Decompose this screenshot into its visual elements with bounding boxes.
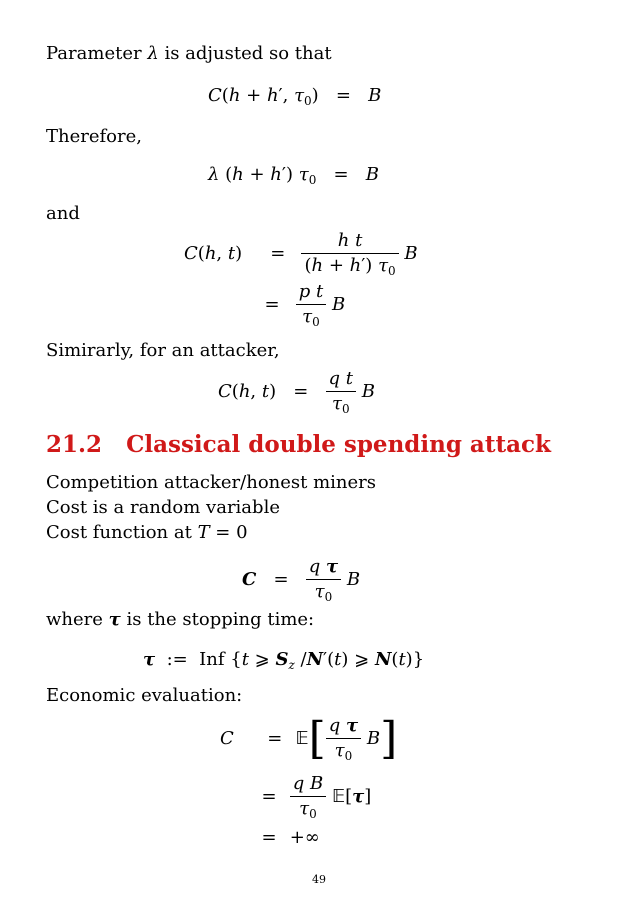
equation-3a: C(h, t) = $\frac{\text{h t}}{(h + h') \tau_0}$ B [184, 230, 418, 278]
equation-7b: = $\frac{\text{q B}}{\tau_0}$ 𝔼[τ] [261, 773, 372, 821]
equation-7a: C = 𝔼[ $\frac{\text{q τ}}{\tau_0}$ B] [220, 713, 398, 764]
and-line: and [46, 203, 80, 224]
equation-2: λ (h + h′) $\tau_0 = B$ [208, 164, 379, 187]
similarly-line: Simirarly, for an attacker, [46, 340, 280, 361]
cost-fn-line: Cost function at T = 0 [46, 522, 248, 543]
equation-1: C(h + h′, $\tau_0) = B$ [208, 85, 382, 108]
equation-4: C(h, t) = $\frac{\text{q t}}{\tau_0}$ B [218, 368, 375, 416]
page-number: 49 [312, 873, 326, 886]
section-number: 21.2 [46, 431, 103, 458]
equation-3b: = $\frac{\text{p t}}{\tau_0}$ B [264, 281, 346, 329]
where-line: where τ is the stopping time: [46, 609, 315, 630]
equation-5: C = $\frac{\text{q τ}}{\tau_0}$ B [242, 556, 361, 604]
economic-line: Economic evaluation: [46, 685, 243, 706]
therefore-line: Therefore, [46, 126, 142, 147]
section-title: Classical double spending attack [126, 431, 551, 458]
cost-rv-line: Cost is a random variable [46, 497, 280, 518]
intro-line: Parameter λ is adjusted so that [46, 43, 332, 64]
equation-6: τ := Inf {t ⩾ $S_z$ /N′(t) ⩾ N(t)} [143, 649, 425, 672]
competition-line: Competition attacker/honest miners [46, 472, 377, 493]
equation-7c: = +∞ [261, 827, 320, 848]
section-heading [46, 431, 551, 459]
